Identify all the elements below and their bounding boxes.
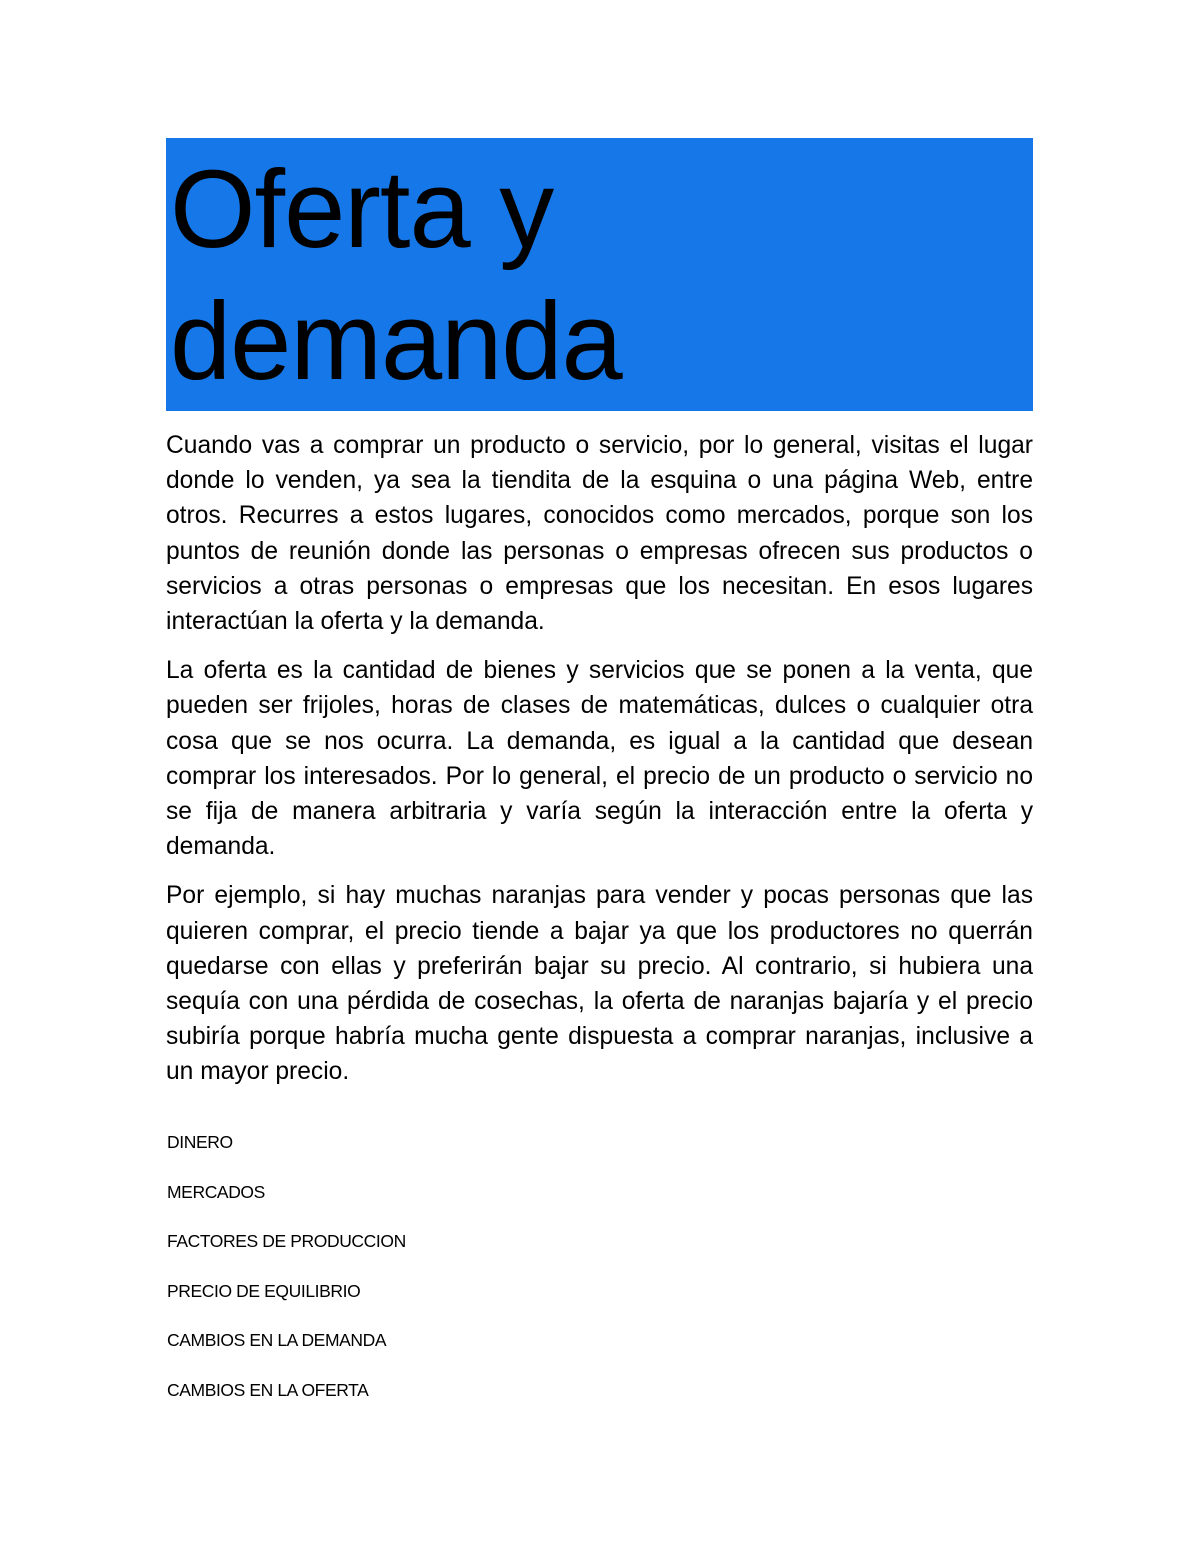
- topic-item-mercados: MERCADOS: [167, 1181, 265, 1202]
- paragraph-mercados: Cuando vas a comprar un producto o servicio, por lo general, visitas el lugar donde lo venden, ya sea la tiendita de la esquina o una página Web, entre otros. Recurres a estos lugares, conocidos como mercados, porque son los puntos de reunión donde las personas o empresas ofrecen sus productos o servicios a otras personas o empresas que los necesitan. En esos lugares interactúan la oferta y la demanda.: [166, 432, 1033, 636]
- page-title: [170, 144, 1033, 408]
- topic-item-factores-de-produccion: FACTORES DE PRODUCCION: [167, 1231, 406, 1252]
- paragraph-ejemplo: Por ejemplo, si hay muchas naranjas para vender y pocas personas que las quieren comprar, el precio tiende a bajar ya que los productores no querrán quedarse con ellas y preferirán bajar su precio. Al contrario, si hubiera una sequía con una pérdida de cosechas, la oferta de naranjas bajaría y el precio subiría porque habría mucha gente dispuesta a comprar naranjas, inclusive a un mayor precio.: [166, 882, 1033, 1086]
- title-line-1: Oferta y: [170, 148, 554, 271]
- paragraph-oferta-demanda: La oferta es la cantidad de bienes y servicios que se ponen a la venta, que pueden ser frijoles, horas de clases de matemáticas, dulces o cualquier otra cosa que se nos ocurra. La demanda, es igual a la cantidad que desean comprar los interesados. Por lo general, el precio de un producto o servicio no se fija de manera arbitraria y varía según la interacción entre la oferta y demanda.: [166, 657, 1033, 861]
- topic-item-dinero: DINERO: [167, 1132, 233, 1152]
- body-text: [166, 428, 1033, 1104]
- title-banner: [166, 138, 1033, 411]
- topic-list: [167, 1128, 767, 1426]
- topic-item-cambios-en-la-demanda: CAMBIOS EN LA DEMANDA: [167, 1330, 387, 1351]
- topic-item-precio-de-equilibrio: PRECIO DE EQUILIBRIO: [167, 1280, 361, 1301]
- topic-item-cambios-en-la-oferta: CAMBIOS EN LA OFERTA: [167, 1379, 369, 1400]
- title-line-2: demanda: [170, 280, 622, 403]
